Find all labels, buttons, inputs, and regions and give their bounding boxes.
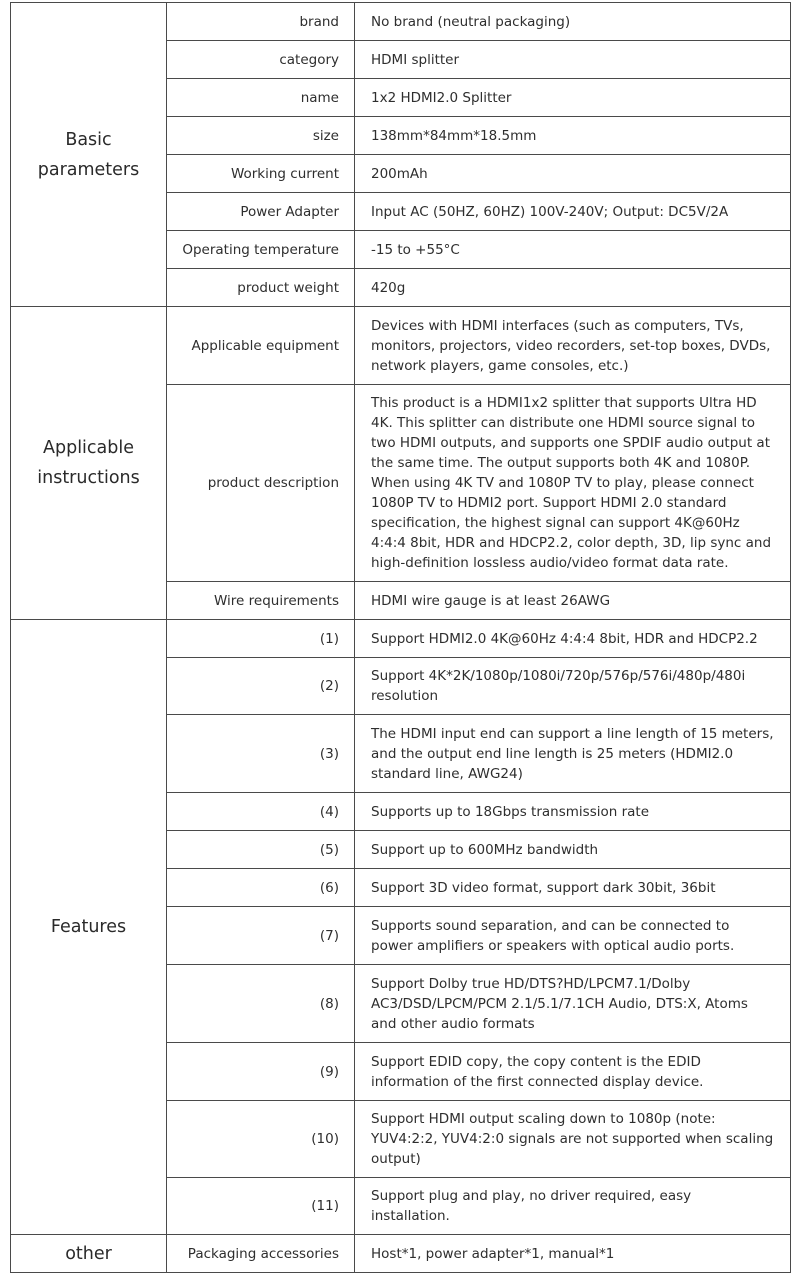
param-label: category [167, 41, 355, 79]
param-value: HDMI splitter [355, 41, 791, 79]
table-row [11, 620, 791, 658]
param-label: (7) [167, 907, 355, 965]
param-label: size [167, 117, 355, 155]
param-label: name [167, 79, 355, 117]
param-label: (4) [167, 793, 355, 831]
param-value: Support EDID copy, the copy content is the EDID information of the first connected display device. [355, 1043, 791, 1101]
table-row [11, 1235, 791, 1273]
param-label: Working current [167, 155, 355, 193]
param-value: Support 3D video format, support dark 30bit, 36bit [355, 869, 791, 907]
param-value: HDMI wire gauge is at least 26AWG [355, 582, 791, 620]
param-label: (8) [167, 965, 355, 1043]
param-label: (9) [167, 1043, 355, 1101]
table-row [11, 3, 791, 41]
param-value: Support HDMI2.0 4K@60Hz 4:4:4 8bit, HDR and HDCP2.2 [355, 620, 791, 658]
param-label: (11) [167, 1178, 355, 1235]
section-features: Features [11, 620, 167, 1235]
spec-table [10, 2, 791, 1273]
param-label: (3) [167, 715, 355, 793]
param-value: -15 to +55°C [355, 231, 791, 269]
param-label: brand [167, 3, 355, 41]
param-value: Input AC (50HZ, 60HZ) 100V-240V; Output: DC5V/2A [355, 193, 791, 231]
param-value: 420g [355, 269, 791, 307]
param-value: Support plug and play, no driver required, easy installation. [355, 1178, 791, 1235]
param-label: Power Adapter [167, 193, 355, 231]
param-value: 1x2 HDMI2.0 Splitter [355, 79, 791, 117]
section-applicable-instructions: Applicable instructions [11, 307, 167, 620]
param-value: Support HDMI output scaling down to 1080p (note: YUV4:2:2, YUV4:2:0 signals are not supported when scaling output) [355, 1101, 791, 1178]
param-value: Supports up to 18Gbps transmission rate [355, 793, 791, 831]
param-value: Devices with HDMI interfaces (such as computers, TVs, monitors, projectors, video recorders, set-top boxes, DVDs, network players, game consoles, etc.) [355, 307, 791, 385]
param-label: (6) [167, 869, 355, 907]
section-basic-parameters: Basic parameters [11, 3, 167, 307]
param-value: Host*1, power adapter*1, manual*1 [355, 1235, 791, 1273]
param-value: The HDMI input end can support a line length of 15 meters, and the output end line length is 25 meters (HDMI2.0 standard line, AWG24) [355, 715, 791, 793]
param-value: Support 4K*2K/1080p/1080i/720p/576p/576i/480p/480i resolution [355, 658, 791, 715]
param-value: 200mAh [355, 155, 791, 193]
param-label: (10) [167, 1101, 355, 1178]
param-value: This product is a HDMI1x2 splitter that supports Ultra HD 4K. This splitter can distribute one HDMI source signal to two HDMI outputs, and supports one SPDIF audio output at the same time. The output supports both 4K and 1080P. When using 4K TV and 1080P TV to play, please connect 1080P TV to HDMI2 port. Support HDMI 2.0 standard specification, the highest signal can support 4K@60Hz 4:4:4 8bit, HDR and HDCP2.2, color depth, 3D, lip sync and high-definition lossless audio/video format data rate. [355, 385, 791, 582]
param-label: (5) [167, 831, 355, 869]
param-value: 138mm*84mm*18.5mm [355, 117, 791, 155]
param-value: Supports sound separation, and can be connected to power amplifiers or speakers with optical audio ports. [355, 907, 791, 965]
param-label: product description [167, 385, 355, 582]
param-label: (2) [167, 658, 355, 715]
section-other: other [11, 1235, 167, 1273]
param-label: Wire requirements [167, 582, 355, 620]
param-label: product weight [167, 269, 355, 307]
param-label: Operating temperature [167, 231, 355, 269]
param-value: Support Dolby true HD/DTS?HD/LPCM7.1/Dolby AC3/DSD/LPCM/PCM 2.1/5.1/7.1CH Audio, DTS:X, Atoms and other audio formats [355, 965, 791, 1043]
param-value: No brand (neutral packaging) [355, 3, 791, 41]
table-row [11, 307, 791, 385]
param-label: Packaging accessories [167, 1235, 355, 1273]
param-label: Applicable equipment [167, 307, 355, 385]
param-label: (1) [167, 620, 355, 658]
param-value: Support up to 600MHz bandwidth [355, 831, 791, 869]
